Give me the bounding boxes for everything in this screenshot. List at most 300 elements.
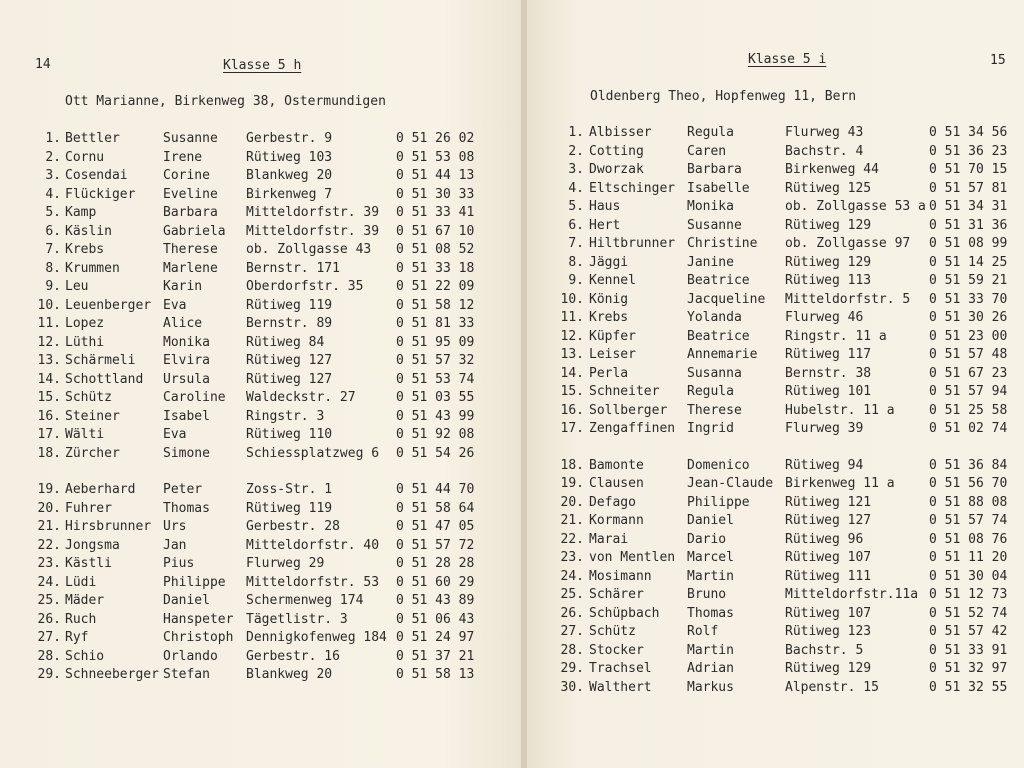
- street-address: Mitteldorfstr. 39: [246, 223, 380, 239]
- student-number: 14.: [37, 371, 61, 387]
- first-name: Philippe: [687, 494, 750, 510]
- street-address: Rütiweg 94: [785, 457, 864, 473]
- street-address: Rütiweg 123: [785, 624, 872, 639]
- first-name: Corine: [163, 168, 210, 183]
- last-name: Schütz: [65, 390, 112, 405]
- phone-number: 0 51 32 55: [929, 679, 1008, 695]
- student-number: 15.: [37, 390, 61, 405]
- last-name: Clausen: [589, 476, 644, 491]
- last-name: Ruch: [65, 611, 97, 627]
- last-name: Zürcher: [65, 445, 120, 461]
- first-name: Eva: [163, 297, 187, 313]
- street-address: Flurweg 39: [785, 421, 864, 436]
- street-address: Bernstr. 89: [246, 316, 333, 331]
- first-name: Susanna: [687, 365, 742, 381]
- phone-number: 0 51 92 08: [396, 427, 475, 442]
- street-address: Rütiweg 121: [785, 494, 872, 510]
- street-address: Bachstr. 4: [785, 143, 864, 159]
- phone-number: 0 51 33 18: [396, 260, 475, 276]
- street-address: Rütiweg 127: [246, 371, 333, 387]
- street-address: Birkenweg 11 a: [785, 476, 895, 491]
- street-address: Rütiweg 125: [785, 180, 872, 196]
- first-name: Peter: [163, 482, 203, 497]
- phone-number: 0 51 57 74: [929, 513, 1008, 528]
- street-address: Rütiweg 129: [785, 254, 872, 270]
- phone-number: 0 51 31 36: [929, 217, 1008, 233]
- phone-number: 0 51 67 23: [929, 365, 1008, 381]
- last-name: Leuenberger: [65, 297, 152, 313]
- street-address: Rütiweg 127: [246, 353, 333, 368]
- student-number: 15.: [560, 384, 584, 399]
- phone-number: 0 51 30 26: [929, 310, 1008, 325]
- first-name: Susanne: [163, 131, 218, 146]
- student-number: 23.: [560, 550, 584, 565]
- street-address: Rütiweg 107: [785, 605, 872, 621]
- first-name: Monika: [687, 199, 734, 214]
- street-address: Mitteldorfstr. 5: [785, 291, 911, 307]
- last-name: Kormann: [589, 513, 644, 528]
- street-address: Gerbestr. 16: [246, 648, 340, 664]
- last-name: Jongsma: [65, 537, 120, 553]
- last-name: Zengaffinen: [589, 421, 676, 436]
- phone-number: 0 51 11 20: [929, 550, 1008, 565]
- student-number: 4.: [45, 186, 61, 202]
- last-name: Krebs: [65, 242, 105, 257]
- student-number: 28.: [37, 648, 61, 664]
- first-name: Regula: [687, 125, 734, 140]
- street-address: Rütiweg 129: [785, 661, 872, 676]
- last-name: Lüthi: [65, 334, 105, 350]
- student-number: 5.: [568, 199, 584, 214]
- first-name: Karin: [163, 279, 203, 294]
- student-number: 6.: [568, 217, 584, 233]
- phone-number: 0 51 59 21: [929, 273, 1008, 288]
- street-address: Flurweg 43: [785, 125, 864, 140]
- first-name: Bruno: [687, 587, 727, 602]
- student-number: 17.: [560, 421, 584, 436]
- last-name: Küpfer: [589, 328, 636, 344]
- first-name: Jacqueline: [687, 291, 766, 307]
- last-name: Schottland: [65, 371, 144, 387]
- first-name: Thomas: [163, 500, 210, 516]
- last-name: Krebs: [589, 310, 629, 325]
- street-address: Blankweg 20: [246, 168, 333, 183]
- last-name: Leu: [65, 279, 89, 294]
- phone-number: 0 51 37 21: [396, 648, 475, 664]
- first-name: Irene: [163, 149, 203, 165]
- student-number: 7.: [45, 242, 61, 257]
- last-name: Schärmeli: [65, 353, 136, 368]
- last-name: Flückiger: [65, 186, 136, 202]
- first-name: Annemarie: [687, 347, 758, 362]
- last-name: Steiner: [65, 408, 120, 424]
- phone-number: 0 51 08 99: [929, 236, 1008, 251]
- first-name: Eva: [163, 427, 187, 442]
- student-number: 7.: [568, 236, 584, 251]
- student-number: 25.: [37, 593, 61, 608]
- first-name: Orlando: [163, 648, 218, 664]
- first-name: Elvira: [163, 353, 210, 368]
- student-number: 13.: [37, 353, 61, 368]
- last-name: Lopez: [65, 316, 105, 331]
- last-name: Lüdi: [65, 574, 97, 590]
- first-name: Isabelle: [687, 180, 750, 196]
- last-name: Schneeberger: [65, 667, 159, 682]
- student-number: 23.: [37, 556, 61, 571]
- phone-number: 0 51 81 33: [396, 316, 475, 331]
- student-number: 22.: [560, 531, 584, 547]
- student-number: 25.: [560, 587, 584, 602]
- street-address: Rütiweg 111: [785, 568, 872, 584]
- phone-number: 0 51 70 15: [929, 162, 1008, 177]
- first-name: Markus: [687, 679, 734, 695]
- last-name: Aeberhard: [65, 482, 136, 497]
- student-number: 18.: [560, 457, 584, 473]
- street-address: Tägetlistr. 3: [246, 611, 348, 627]
- phone-number: 0 51 43 89: [396, 593, 475, 608]
- phone-number: 0 51 03 55: [396, 390, 475, 405]
- last-name: Wälti: [65, 427, 105, 442]
- student-number: 3.: [45, 168, 61, 183]
- first-name: Ursula: [163, 371, 210, 387]
- phone-number: 0 51 47 05: [396, 519, 475, 534]
- last-name: Schneiter: [589, 384, 660, 399]
- student-number: 28.: [560, 642, 584, 658]
- student-number: 20.: [37, 500, 61, 516]
- street-address: Mitteldorfstr. 53: [246, 574, 380, 590]
- first-name: Janine: [687, 254, 734, 270]
- phone-number: 0 51 56 70: [929, 476, 1008, 491]
- street-address: Bachstr. 5: [785, 642, 864, 658]
- last-name: Walthert: [589, 679, 652, 695]
- student-number: 16.: [37, 408, 61, 424]
- student-number: 26.: [37, 611, 61, 627]
- phone-number: 0 51 25 58: [929, 402, 1008, 418]
- last-name: Bamonte: [589, 457, 644, 473]
- first-name: Thomas: [687, 605, 734, 621]
- first-name: Isabel: [163, 408, 210, 424]
- teacher-line: Ott Marianne, Birkenweg 38, Ostermundigen: [65, 94, 386, 109]
- phone-number: 0 51 30 33: [396, 186, 475, 202]
- street-address: Ringstr. 3: [246, 408, 325, 424]
- first-name: Urs: [163, 519, 187, 534]
- street-address: ob. Zollgasse 53 a: [785, 199, 926, 214]
- first-name: Christine: [687, 236, 758, 251]
- phone-number: 0 51 57 81: [929, 180, 1008, 196]
- street-address: Mitteldorfstr. 40: [246, 537, 380, 553]
- street-address: Rütiweg 101: [785, 384, 872, 399]
- street-address: Rütiweg 129: [785, 217, 872, 233]
- student-number: 11.: [560, 310, 584, 325]
- first-name: Philippe: [163, 574, 226, 590]
- first-name: Therese: [163, 242, 218, 257]
- phone-number: 0 51 57 94: [929, 384, 1008, 399]
- first-name: Marcel: [687, 550, 734, 565]
- phone-number: 0 51 58 12: [396, 297, 475, 313]
- student-number: 2.: [45, 149, 61, 165]
- student-number: 1.: [568, 125, 584, 140]
- phone-number: 0 51 34 56: [929, 125, 1008, 140]
- student-number: 26.: [560, 605, 584, 621]
- phone-number: 0 51 36 23: [929, 143, 1008, 159]
- last-name: Kästli: [65, 556, 112, 571]
- first-name: Jan: [163, 537, 187, 553]
- phone-number: 0 51 23 00: [929, 328, 1008, 344]
- student-number: 19.: [37, 482, 61, 497]
- last-name: Kennel: [589, 273, 636, 288]
- phone-number: 0 51 08 76: [929, 531, 1008, 547]
- class-title: Klasse 5 h: [223, 58, 302, 73]
- first-name: Caroline: [163, 390, 226, 405]
- first-name: Caren: [687, 143, 727, 159]
- first-name: Alice: [163, 316, 203, 331]
- last-name: Jäggi: [589, 254, 629, 270]
- street-address: Ringstr. 11 a: [785, 328, 887, 344]
- phone-number: 0 51 43 99: [396, 408, 475, 424]
- last-name: Haus: [589, 199, 621, 214]
- first-name: Hanspeter: [163, 611, 234, 627]
- phone-number: 0 51 67 10: [396, 223, 475, 239]
- student-number: 18.: [37, 445, 61, 461]
- student-number: 24.: [37, 574, 61, 590]
- last-name: Schütz: [589, 624, 636, 639]
- page-number: 14: [35, 57, 51, 72]
- phone-number: 0 51 88 08: [929, 494, 1008, 510]
- street-address: Bernstr. 38: [785, 365, 872, 381]
- last-name: Schärer: [589, 587, 644, 602]
- street-address: ob. Zollgasse 43: [246, 242, 372, 257]
- phone-number: 0 51 58 64: [396, 500, 475, 516]
- phone-number: 0 51 24 97: [396, 630, 475, 645]
- last-name: Mosimann: [589, 568, 652, 584]
- first-name: Barbara: [163, 205, 218, 220]
- phone-number: 0 51 57 72: [396, 537, 475, 553]
- last-name: Bettler: [65, 131, 120, 146]
- street-address: Rütiweg 127: [785, 513, 872, 528]
- student-number: 6.: [45, 223, 61, 239]
- street-address: Birkenweg 44: [785, 162, 879, 177]
- last-name: Cotting: [589, 143, 644, 159]
- phone-number: 0 51 12 73: [929, 587, 1008, 602]
- student-number: 13.: [560, 347, 584, 362]
- class-title: Klasse 5 i: [748, 52, 827, 67]
- last-name: Marai: [589, 531, 629, 547]
- phone-number: 0 51 54 26: [396, 445, 475, 461]
- phone-number: 0 51 28 28: [396, 556, 475, 571]
- student-number: 12.: [37, 334, 61, 350]
- street-address: Schiessplatzweg 6: [246, 445, 380, 461]
- street-address: Gerbestr. 28: [246, 519, 340, 534]
- last-name: Sollberger: [589, 402, 668, 418]
- street-address: Gerbestr. 9: [246, 131, 333, 146]
- street-address: Birkenweg 7: [246, 186, 333, 202]
- student-number: 9.: [45, 279, 61, 294]
- first-name: Adrian: [687, 661, 734, 676]
- phone-number: 0 51 53 74: [396, 371, 475, 387]
- first-name: Susanne: [687, 217, 742, 233]
- last-name: König: [589, 291, 629, 307]
- last-name: Krummen: [65, 260, 120, 276]
- street-address: Blankweg 20: [246, 667, 333, 682]
- street-address: Dennigkofenweg 184: [246, 630, 387, 645]
- phone-number: 0 51 02 74: [929, 421, 1008, 436]
- student-number: 12.: [560, 328, 584, 344]
- student-number: 4.: [568, 180, 584, 196]
- street-address: Rütiweg 107: [785, 550, 872, 565]
- last-name: Mäder: [65, 593, 105, 608]
- street-address: Rütiweg 119: [246, 500, 333, 516]
- student-number: 30.: [560, 679, 584, 695]
- street-address: Zoss-Str. 1: [246, 482, 333, 497]
- last-name: Dworzak: [589, 162, 644, 177]
- student-number: 24.: [560, 568, 584, 584]
- phone-number: 0 51 58 13: [396, 667, 475, 682]
- phone-number: 0 51 14 25: [929, 254, 1008, 270]
- student-number: 5.: [45, 205, 61, 220]
- phone-number: 0 51 52 74: [929, 605, 1008, 621]
- last-name: Stocker: [589, 642, 644, 658]
- phone-number: 0 51 44 70: [396, 482, 475, 497]
- phone-number: 0 51 95 09: [396, 334, 475, 350]
- first-name: Monika: [163, 334, 210, 350]
- phone-number: 0 51 06 43: [396, 611, 475, 627]
- first-name: Domenico: [687, 457, 750, 473]
- first-name: Barbara: [687, 162, 742, 177]
- street-address: Flurweg 46: [785, 310, 864, 325]
- student-number: 8.: [45, 260, 61, 276]
- student-number: 8.: [568, 254, 584, 270]
- phone-number: 0 51 44 13: [396, 168, 475, 183]
- first-name: Gabriela: [163, 223, 226, 239]
- phone-number: 0 51 34 31: [929, 199, 1008, 214]
- phone-number: 0 51 33 41: [396, 205, 475, 220]
- first-name: Regula: [687, 384, 734, 399]
- phone-number: 0 51 57 32: [396, 353, 475, 368]
- last-name: Schio: [65, 648, 105, 664]
- student-number: 21.: [560, 513, 584, 528]
- first-name: Martin: [687, 642, 734, 658]
- student-number: 29.: [37, 667, 61, 682]
- phone-number: 0 51 57 42: [929, 624, 1008, 639]
- last-name: Ryf: [65, 630, 89, 645]
- student-number: 27.: [560, 624, 584, 639]
- student-number: 21.: [37, 519, 61, 534]
- street-address: Waldeckstr. 27: [246, 390, 356, 405]
- street-address: Flurweg 29: [246, 556, 325, 571]
- student-number: 29.: [560, 661, 584, 676]
- street-address: Rütiweg 117: [785, 347, 872, 362]
- student-number: 20.: [560, 494, 584, 510]
- last-name: Schüpbach: [589, 605, 660, 621]
- phone-number: 0 51 26 02: [396, 131, 475, 146]
- student-number: 3.: [568, 162, 584, 177]
- student-number: 10.: [37, 297, 61, 313]
- phone-number: 0 51 22 09: [396, 279, 475, 294]
- first-name: Jean-Claude: [687, 476, 774, 491]
- street-address: Alpenstr. 15: [785, 679, 879, 695]
- student-number: 9.: [568, 273, 584, 288]
- student-number: 22.: [37, 537, 61, 553]
- first-name: Eveline: [163, 186, 218, 202]
- street-address: Oberdorfstr. 35: [246, 279, 364, 294]
- phone-number: 0 51 36 84: [929, 457, 1008, 473]
- phone-number: 0 51 32 97: [929, 661, 1008, 676]
- first-name: Therese: [687, 402, 742, 418]
- last-name: Hirsbrunner: [65, 519, 152, 534]
- student-number: 10.: [560, 291, 584, 307]
- street-address: Mitteldorfstr. 39: [246, 205, 380, 220]
- student-number: 2.: [568, 143, 584, 159]
- last-name: Albisser: [589, 125, 652, 140]
- street-address: Hubelstr. 11 a: [785, 402, 895, 418]
- street-address: ob. Zollgasse 97: [785, 236, 911, 251]
- last-name: Fuhrer: [65, 500, 112, 516]
- street-address: Rütiweg 110: [246, 427, 333, 442]
- street-address: Rütiweg 84: [246, 334, 325, 350]
- phone-number: 0 51 60 29: [396, 574, 475, 590]
- last-name: Cornu: [65, 149, 105, 165]
- student-number: 11.: [37, 316, 61, 331]
- first-name: Yolanda: [687, 310, 742, 325]
- student-number: 16.: [560, 402, 584, 418]
- phone-number: 0 51 57 48: [929, 347, 1008, 362]
- first-name: Simone: [163, 445, 210, 461]
- last-name: Hert: [589, 217, 621, 233]
- teacher-line: Oldenberg Theo, Hopfenweg 11, Bern: [590, 89, 857, 104]
- student-number: 17.: [37, 427, 61, 442]
- right-page: [527, 0, 1024, 768]
- street-address: Bernstr. 171: [246, 260, 340, 276]
- phone-number: 0 51 08 52: [396, 242, 475, 257]
- street-address: Mitteldorfstr.11a: [785, 587, 919, 602]
- first-name: Beatrice: [687, 273, 750, 288]
- first-name: Marlene: [163, 260, 218, 276]
- first-name: Martin: [687, 568, 734, 584]
- last-name: Hiltbrunner: [589, 236, 676, 251]
- last-name: Defago: [589, 494, 636, 510]
- first-name: Christoph: [163, 630, 234, 645]
- last-name: Leiser: [589, 347, 636, 362]
- student-number: 1.: [45, 131, 61, 146]
- last-name: Trachsel: [589, 661, 652, 676]
- student-number: 27.: [37, 630, 61, 645]
- first-name: Beatrice: [687, 328, 750, 344]
- street-address: Rütiweg 96: [785, 531, 864, 547]
- last-name: Cosendai: [65, 168, 128, 183]
- first-name: Rolf: [687, 624, 719, 639]
- first-name: Ingrid: [687, 421, 734, 436]
- phone-number: 0 51 53 08: [396, 149, 475, 165]
- phone-number: 0 51 33 70: [929, 291, 1008, 307]
- page-number: 15: [990, 53, 1006, 68]
- street-address: Rütiweg 119: [246, 297, 333, 313]
- street-address: Rütiweg 113: [785, 273, 872, 288]
- last-name: Perla: [589, 365, 629, 381]
- last-name: Eltschinger: [589, 180, 676, 196]
- street-address: Schermenweg 174: [246, 593, 364, 608]
- student-number: 14.: [560, 365, 584, 381]
- last-name: von Mentlen: [589, 550, 676, 565]
- first-name: Daniel: [687, 513, 734, 528]
- first-name: Pius: [163, 556, 195, 571]
- first-name: Stefan: [163, 667, 210, 682]
- first-name: Daniel: [163, 593, 210, 608]
- first-name: Dario: [687, 531, 727, 547]
- street-address: Rütiweg 103: [246, 149, 333, 165]
- last-name: Kamp: [65, 205, 97, 220]
- student-number: 19.: [560, 476, 584, 491]
- last-name: Käslin: [65, 223, 112, 239]
